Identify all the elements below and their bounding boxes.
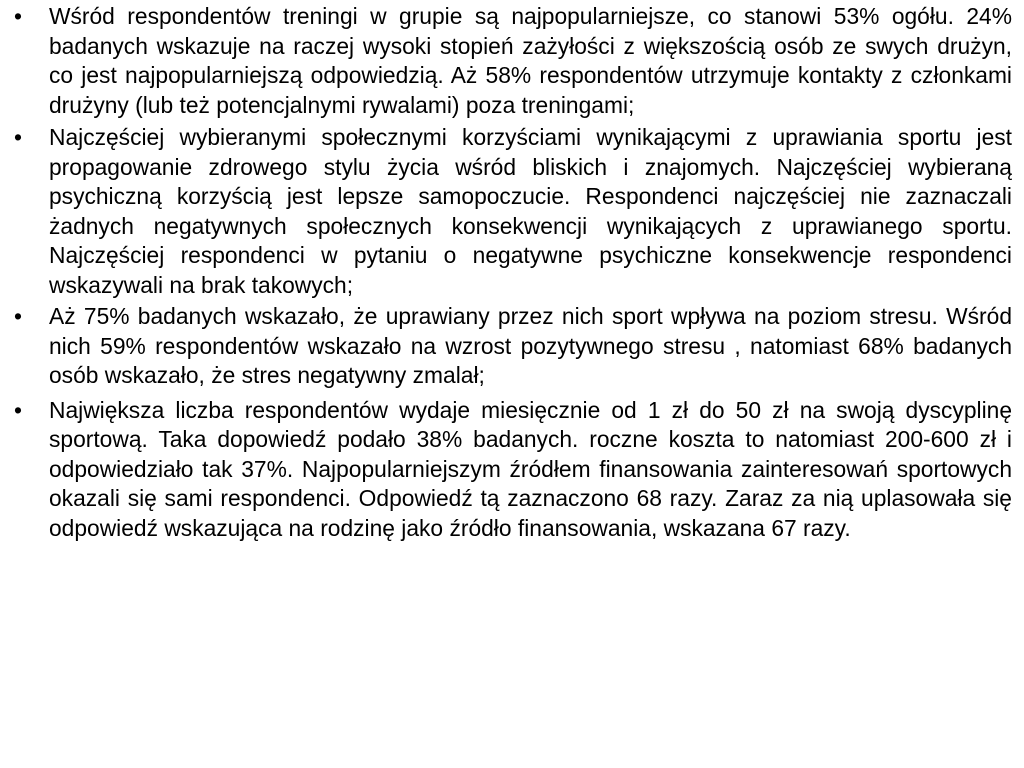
bullet-item-2 — [14, 123, 1012, 300]
bullet-text: Wśród respondentów treningi w grupie są najpopularniejsze, co stanowi 53% ogółu. 24% badanych wskazuje na raczej wysoki stopień zażyłości z większością osób ze swych drużyn, co jest najpopularniejszą odpowiedzią. Aż 58% respondentów utrzymuje kontakty z członkami drużyny (lub też potencjalnymi rywalami) poza treningami; — [49, 3, 1012, 118]
bullet-marker-icon: • — [14, 124, 22, 150]
bullet-item-3 — [14, 302, 1012, 391]
bullet-marker-icon: • — [14, 396, 22, 423]
bullet-marker-icon: • — [14, 3, 22, 29]
bullet-marker-icon: • — [14, 303, 22, 329]
bullet-list — [14, 2, 1012, 546]
bullet-item-1 — [14, 2, 1012, 120]
bullet-text: Największa liczba respondentów wydaje miesięcznie od 1 zł do 50 zł na swoją dyscyplinę sportową. Taka dopowiedź podało 38% badanych. roczne koszta to natomiast 200-600 zł i odpowiedziało tak 37%. Najpopularniejszym źródłem finansowania zainteresowań sportowych okazali się sami respondenci. Odpowiedź tą zaznaczono 68 razy. Zaraz za nią uplasowała się odpowiedź wskazująca na rodzinę jako źródło finansowania, wskazana 67 razy. — [49, 396, 1012, 541]
bullet-item-4 — [14, 396, 1012, 544]
bullet-text: Najczęściej wybieranymi społecznymi korzyściami wynikającymi z uprawiania sportu jest propagowanie zdrowego stylu życia wśród bliskich i znajomych. Najczęściej wybieraną psychiczną korzyścią jest lepsze samopoczucie. Respondenci najczęściej nie zaznaczali żadnych negatywnych społecznych konsekwencji wynikających z uprawianego sportu. Najczęściej respondenci w pytaniu o negatywne psychiczne konsekwencje respondenci wskazywali na brak takowych; — [49, 124, 1012, 298]
bullet-text: Aż 75% badanych wskazało, że uprawiany przez nich sport wpływa na poziom stresu. Wśród nich 59% respondentów wskazało na wzrost pozytywnego stresu , natomiast 68% badanych osób wskazało, że stres negatywny zmalał; — [49, 303, 1012, 388]
